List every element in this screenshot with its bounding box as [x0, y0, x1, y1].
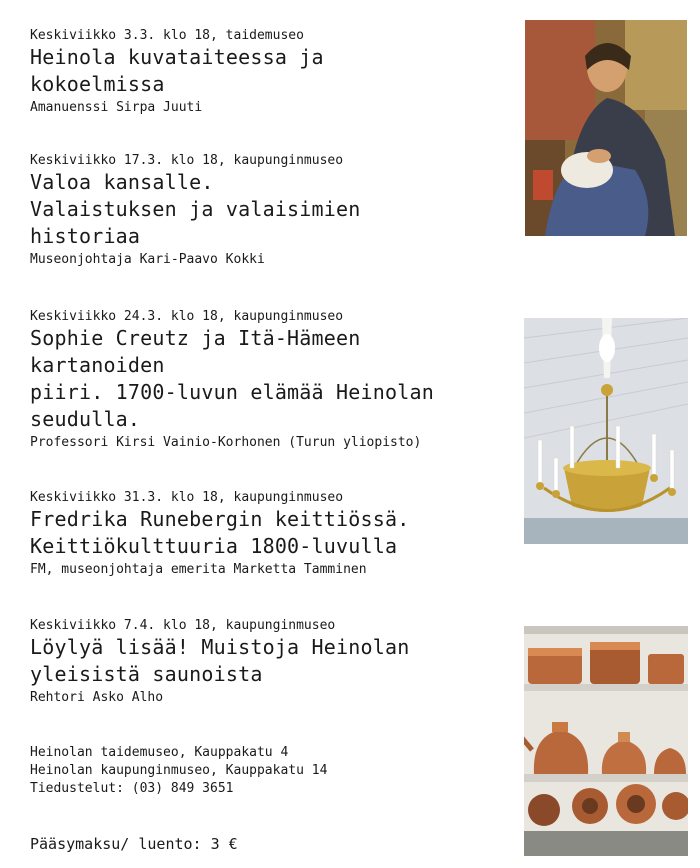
- admission-fee: Pääsymaksu/ luento: 3 €: [30, 835, 238, 853]
- event-meta: Keskiviikko 7.4. klo 18, kaupunginmuseo: [30, 618, 336, 633]
- contact-line-phone: Tiedustelut: (03) 849 3651: [30, 781, 234, 796]
- event-title-line: kokoelmissa: [30, 72, 165, 96]
- event-meta: Keskiviikko 24.3. klo 18, kaupunginmuseo: [30, 309, 344, 324]
- contact-line-art-museum: Heinolan taidemuseo, Kauppakatu 4: [30, 745, 289, 760]
- event-title-line: seudulla.: [30, 407, 141, 431]
- event-meta: Keskiviikko 17.3. klo 18, kaupunginmuseo: [30, 153, 344, 168]
- event-title: [30, 169, 518, 250]
- event-title: [30, 634, 518, 688]
- event-title-line: historiaa: [30, 224, 141, 248]
- event-meta: Keskiviikko 31.3. klo 18, kaupunginmuseo: [30, 490, 344, 505]
- event-title-line: Sophie Creutz ja Itä-Hämeen: [30, 326, 361, 350]
- event-title: [30, 44, 518, 98]
- event-speaker: FM, museonjohtaja emerita Marketta Tamminen: [30, 562, 367, 577]
- event-title-line: Löylyä lisää! Muistoja Heinolan: [30, 635, 410, 659]
- event-title-line: Heinola kuvataiteessa ja: [30, 45, 324, 69]
- event-1: [30, 28, 518, 116]
- event-5: [30, 618, 518, 706]
- copperware-image: [524, 626, 688, 856]
- painting-image: [525, 20, 687, 236]
- event-title-line: yleisistä saunoista: [30, 662, 263, 686]
- event-2: [30, 153, 518, 268]
- event-speaker: Museonjohtaja Kari-Paavo Kokki: [30, 252, 265, 267]
- contact-info: [30, 744, 327, 798]
- event-speaker: Professori Kirsi Vainio-Korhonen (Turun yliopisto): [30, 435, 422, 450]
- event-4: [30, 490, 518, 578]
- event-title-line: Valaistuksen ja valaisimien: [30, 197, 361, 221]
- event-title-line: piiri. 1700-luvun elämää Heinolan: [30, 380, 434, 404]
- event-title-line: Keittiökulttuuria 1800-luvulla: [30, 534, 398, 558]
- event-speaker: Rehtori Asko Alho: [30, 690, 164, 705]
- chandelier-image: [524, 318, 688, 544]
- event-3: [30, 309, 520, 451]
- event-title: [30, 506, 518, 560]
- contact-line-city-museum: Heinolan kaupunginmuseo, Kauppakatu 14: [30, 763, 328, 778]
- event-title: [30, 325, 520, 433]
- event-title-line: Valoa kansalle.: [30, 170, 214, 194]
- event-title-line: kartanoiden: [30, 353, 165, 377]
- event-title-line: Fredrika Runebergin keittiössä.: [30, 507, 410, 531]
- event-speaker: Amanuenssi Sirpa Juuti: [30, 100, 203, 115]
- event-meta: Keskiviikko 3.3. klo 18, taidemuseo: [30, 28, 304, 43]
